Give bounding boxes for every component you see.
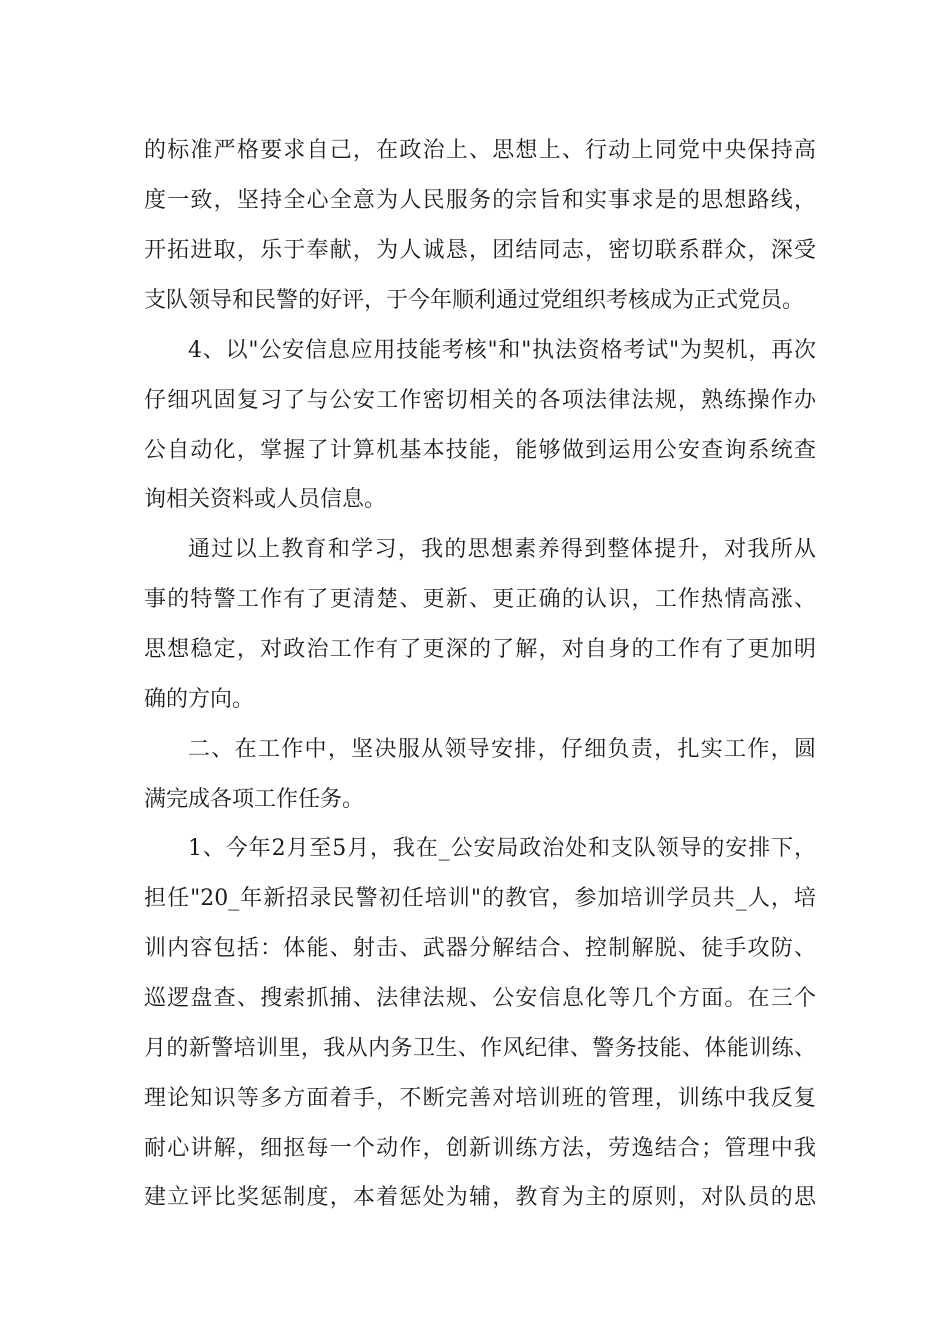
paragraph-first-line: 1、今年2月至5月，我在_公安局政治处和支队领导的安排下， [188,836,816,861]
text-line: 思想稳定，对政治工作有了更深的了解，对自身的工作有了更加明 [144,637,816,662]
text-line: 公自动化，掌握了计算机基本技能，能够做到运用公安查询系统查 [144,438,816,463]
text-line: 度一致，坚持全心全意为人民服务的宗旨和实事求是的思想路线， [144,188,816,213]
text-line: 支队领导和民警的好评，于今年顺利通过党组织考核成为正式党员。 [144,288,805,313]
section-heading-line: 二、在工作中，坚决服从领导安排，仔细负责，扎实工作，圆 [188,737,816,762]
text-line: 的标准严格要求自己，在政治上、思想上、行动上同党中央保持高 [144,138,816,163]
text-line: 询相关资料或人员信息。 [144,487,387,512]
paragraph-first-line: 4、以"公安信息应用技能考核"和"执法资格考试"为契机，再次 [188,338,816,363]
text-line: 仔细巩固复习了与公安工作密切相关的各项法律法规，熟练操作办 [144,388,816,413]
text-line: 开拓进取，乐于奉献，为人诚恳，团结同志，密切联系群众，深受 [144,238,816,263]
text-line: 建立评比奖惩制度，本着惩处为辅，教育为主的原则，对队员的思 [144,1185,816,1210]
text-line: 理论知识等多方面着手，不断完善对培训班的管理，训练中我反复 [144,1086,816,1111]
text-line: 耐心讲解，细抠每一个动作，创新训练方法，劳逸结合；管理中我 [144,1136,816,1161]
paragraph-first-line: 通过以上教育和学习，我的思想素养得到整体提升，对我所从 [188,537,816,562]
text-line: 确的方向。 [144,687,255,712]
section-heading-line: 满完成各项工作任务。 [144,787,365,812]
text-line: 训内容包括：体能、射击、武器分解结合、控制解脱、徒手攻防、 [144,936,816,961]
text-line: 担任"20_年新招录民警初任培训"的教官，参加培训学员共_人，培 [144,886,816,911]
text-line: 月的新警培训里，我从内务卫生、作风纪律、警务技能、体能训练、 [144,1036,816,1061]
text-line: 事的特警工作有了更清楚、更新、更正确的认识，工作热情高涨、 [144,587,816,612]
text-line: 巡逻盘查、搜索抓捕、法律法规、公安信息化等几个方面。在三个 [144,986,816,1011]
